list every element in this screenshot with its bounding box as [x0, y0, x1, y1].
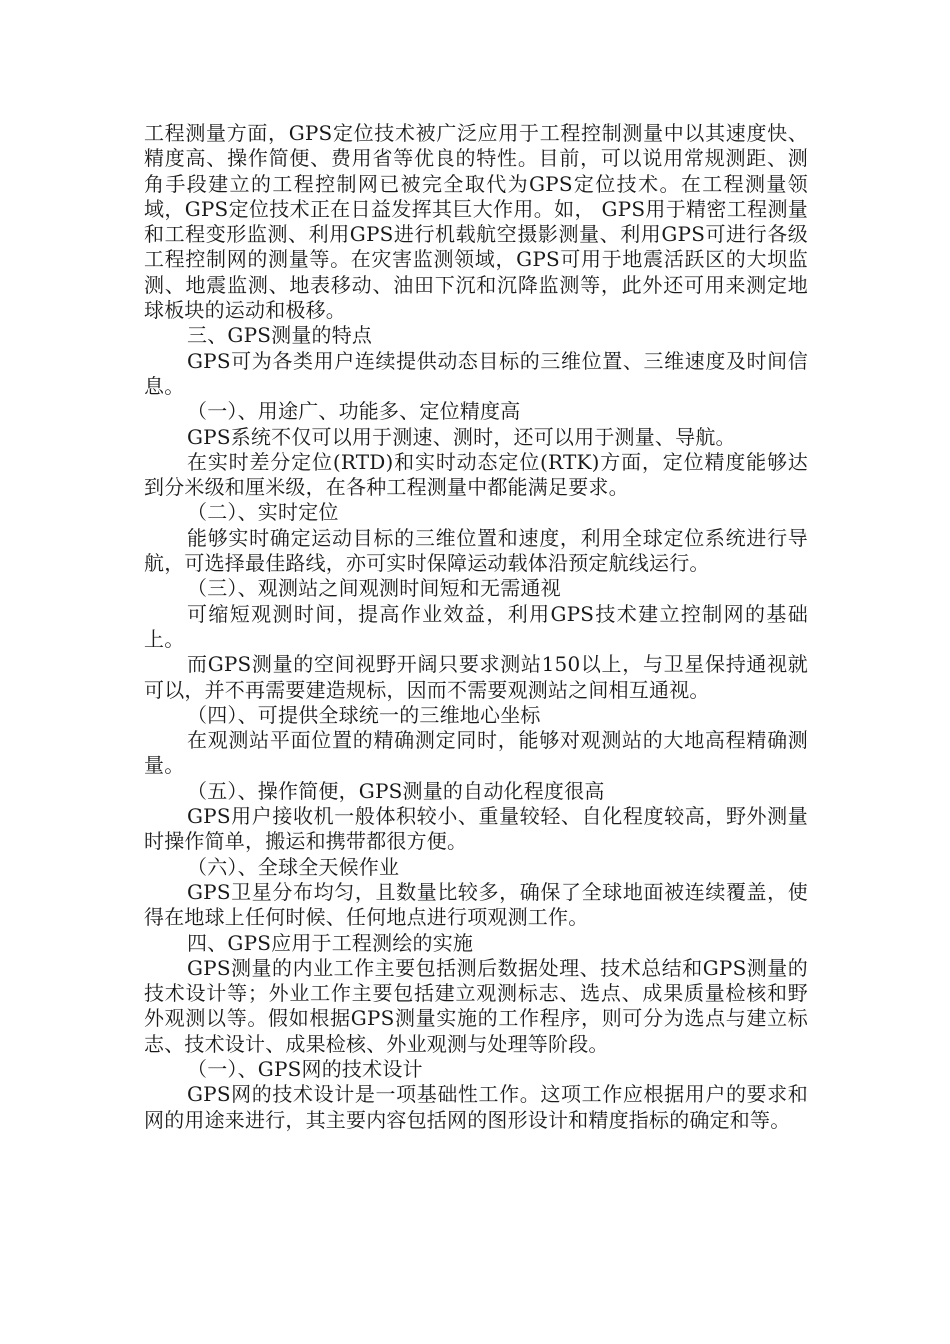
paragraph: 能够实时确定运动目标的三维位置和速度，利用全球定位系统进行导航，可选择最佳路线，亦可实时保障运动载体沿预定航线运行。	[144, 525, 808, 576]
subsection-heading-6: （六）、全球全天候作业	[187, 854, 400, 879]
subsection-heading-2: （二）、实时定位	[187, 500, 339, 525]
subsection-heading-4-1: （一）、GPS网的技术设计	[187, 1056, 423, 1081]
paragraph: 而GPS测量的空间视野开阔只要求测站150以上，与卫星保持通视就可以，并不再需要建造规标，因而不需要观测站之间相互通视。	[144, 652, 808, 702]
section-heading-4: 四、GPS应用于工程测绘的实施	[187, 930, 474, 955]
paragraph: GPS网的技术设计是一项基础性工作。这项工作应根据用户的要求和网的用途来进行，其主要内容包括网的图形设计和精度指标的确定和等。	[144, 1082, 808, 1132]
section-heading-3: 三、GPS测量的特点	[187, 323, 373, 348]
subsection-heading-4: （四）、可提供全球统一的三维地心坐标	[187, 702, 541, 727]
paragraph: GPS测量的内业工作主要包括测后数据处理、技术总结和GPS测量的技术设计等；外业工作主要包括建立观测标志、选点、成果质量检核和野外观测以等。假如根据GPS测量实施的工作程序，则可分为选点与建立标志、技术设计、成果检核、外业观测与处理等阶段。	[144, 955, 808, 1056]
paragraph: 可缩短观测时间，提高作业效益，利用GPS技术建立控制网的基础上。	[144, 601, 808, 651]
paragraph: GPS用户接收机一般体积较小、重量较轻、自化程度较高，野外测量时操作简单，搬运和携带都很方便。	[144, 804, 808, 854]
paragraph: 在观测站平面位置的精确测定同时，能够对观测站的大地高程精确测量。	[144, 728, 808, 778]
paragraph: 在实时差分定位(RTD)和实时动态定位(RTK)方面，定位精度能够达到分米级和厘米级，在各种工程测量中都能满足要求。	[144, 449, 808, 500]
subsection-heading-1: （一）、用途广、功能多、定位精度高	[187, 399, 521, 424]
document-body	[144, 121, 808, 1133]
paragraph: GPS系统不仅可以用于测速、测时，还可以用于测量、导航。	[187, 424, 736, 449]
paragraph: GPS卫星分布均匀，且数量比较多，确保了全球地面被连续覆盖，使得在地球上任何时候、任何地点进行项观测工作。	[144, 879, 808, 930]
subsection-heading-3: （三）、观测站之间观测时间短和无需通视	[187, 576, 561, 601]
subsection-heading-5: （五）、操作简便，GPS测量的自动化程度很高	[187, 778, 605, 803]
paragraph-intro: 工程测量方面，GPS定位技术被广泛应用于工程控制测量中以其速度快、精度高、操作简便、费用省等优良的特性。目前，可以说用常规测距、测角手段建立的工程控制网已被完全取代为GPS定位技术。在工程测量领域，GPS定位技术正在日益发挥其巨大作用。如， GPS用于精密工程测量和工程变形监测、利用GPS进行机载航空摄影测量、利用GPS可进行各级工程控制网的测量等。在灾害监测领域，GPS可用于地震活跃区的大坝监测、地震监测、地表移动、油田下沉和沉降监测等，此外还可用来测定地球板块的运动和极移。	[144, 121, 808, 323]
paragraph: GPS可为各类用户连续提供动态目标的三维位置、三维速度及时间信息。	[144, 348, 808, 398]
